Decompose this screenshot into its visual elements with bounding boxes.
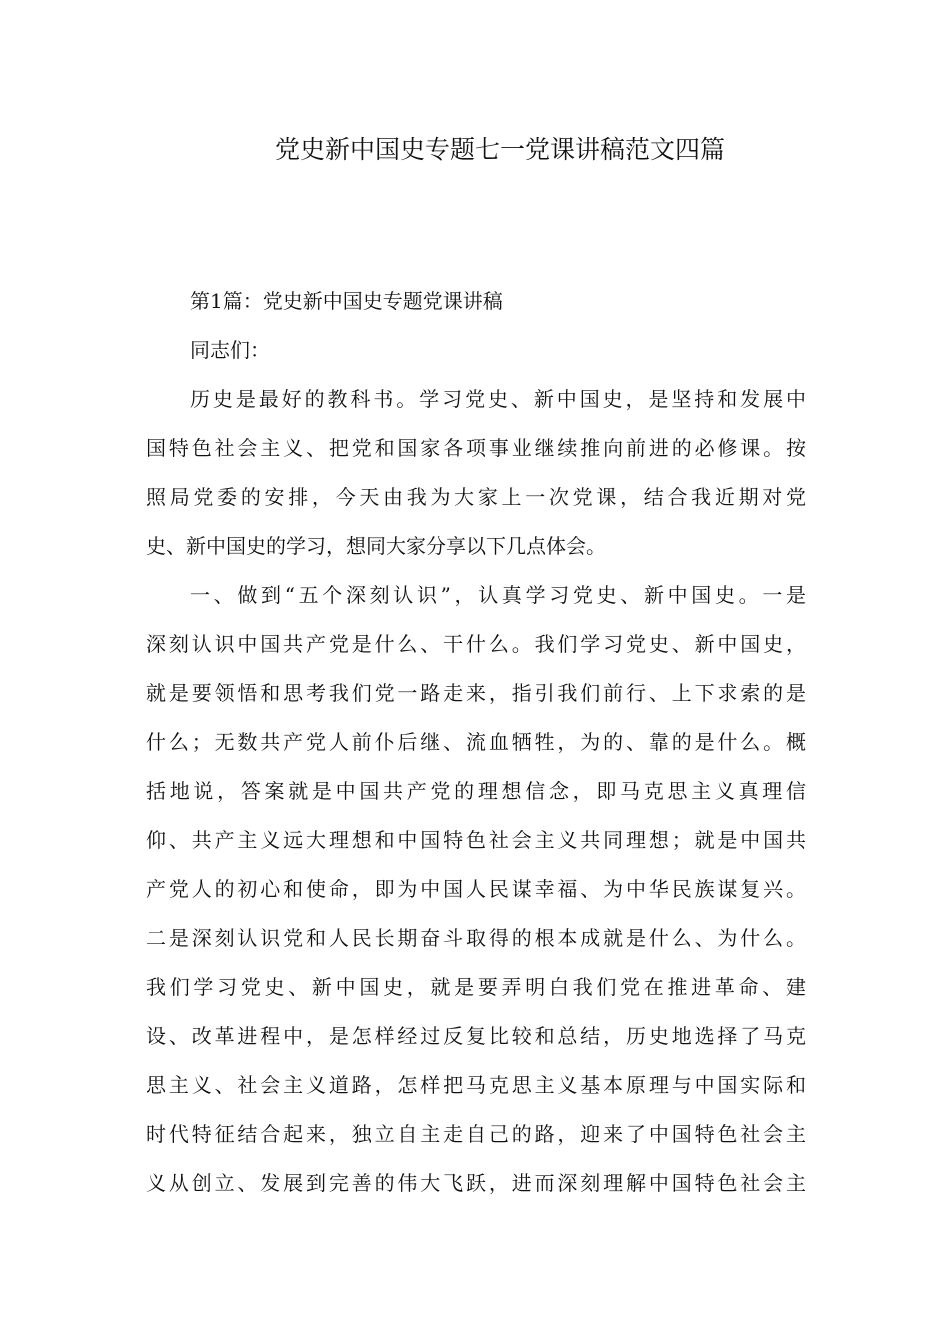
paragraph-gap: [146, 712, 806, 724]
document-body: [146, 283, 806, 1202]
body-line: 仰、共产主义远大理想和中国特色社会主义共同理想；就是中国共: [146, 828, 806, 852]
paragraph-gap: [146, 369, 806, 381]
body-line: 深刻认识中国共产党是什么、干什么。我们学习党史、新中国史，: [146, 632, 806, 656]
paragraph-gap: [146, 1104, 806, 1116]
body-line: 设、改革进程中，是怎样经过反复比较和总结，历史地选择了马克: [146, 1024, 806, 1048]
body-line: 什么；无数共产党人前仆后继、流血牺牲，为的、靠的是什么。概: [146, 730, 806, 754]
paragraph-gap: [146, 1153, 806, 1165]
body-line: 照局党委的安排，今天由我为大家上一次党课，结合我近期对党: [146, 485, 806, 509]
paragraph-gap: [146, 859, 806, 871]
section-heading: 第1篇：党史新中国史专题党课讲稿: [190, 289, 503, 313]
paragraph-gap: [146, 418, 806, 430]
body-line: 思主义、社会主义道路，怎样把马克思主义基本原理与中国实际和: [146, 1073, 806, 1097]
paragraph-gap: [146, 663, 806, 675]
paragraph-gap: [146, 516, 806, 528]
body-line: 国特色社会主义、把党和国家各项事业继续推向前进的必修课。按: [146, 436, 806, 460]
paragraph-gap: [146, 320, 806, 332]
paragraph-gap: [146, 761, 806, 773]
body-line: 史、新中国史的学习，想同大家分享以下几点体会。: [146, 534, 606, 558]
body-line: 产党人的初心和使命，即为中国人民谋幸福、为中华民族谋复兴。: [146, 877, 806, 901]
paragraph-gap: [146, 908, 806, 920]
paragraph-gap: [146, 1006, 806, 1018]
salutation: 同志们：: [190, 338, 270, 362]
document-title: 党史新中国史专题七一党课讲稿范文四篇: [274, 135, 725, 164]
paragraph-gap: [146, 810, 806, 822]
paragraph-gap: [146, 467, 806, 479]
body-line: 历史是最好的教科书。学习党史、新中国史，是坚持和发展中: [190, 387, 806, 411]
paragraph-gap: [146, 1055, 806, 1067]
body-line: 二是深刻认识党和人民长期奋斗取得的根本成就是什么、为什么。: [146, 926, 806, 950]
body-line: 括地说，答案就是中国共产党的理想信念，即马克思主义真理信: [146, 779, 806, 803]
paragraph-gap: [146, 565, 806, 577]
body-line: 一、做到“五个深刻认识”，认真学习党史、新中国史。一是: [190, 583, 806, 607]
body-line: 就是要领悟和思考我们党一路走来，指引我们前行、上下求索的是: [146, 681, 806, 705]
paragraph-gap: [146, 614, 806, 626]
body-line: 我们学习党史、新中国史，就是要弄明白我们党在推进革命、建: [146, 975, 806, 999]
paragraph-gap: [146, 957, 806, 969]
body-line: 义从创立、发展到完善的伟大飞跃，进而深刻理解中国特色社会主: [146, 1171, 806, 1195]
body-line: 时代特征结合起来，独立自主走自己的路，迎来了中国特色社会主: [146, 1122, 806, 1146]
